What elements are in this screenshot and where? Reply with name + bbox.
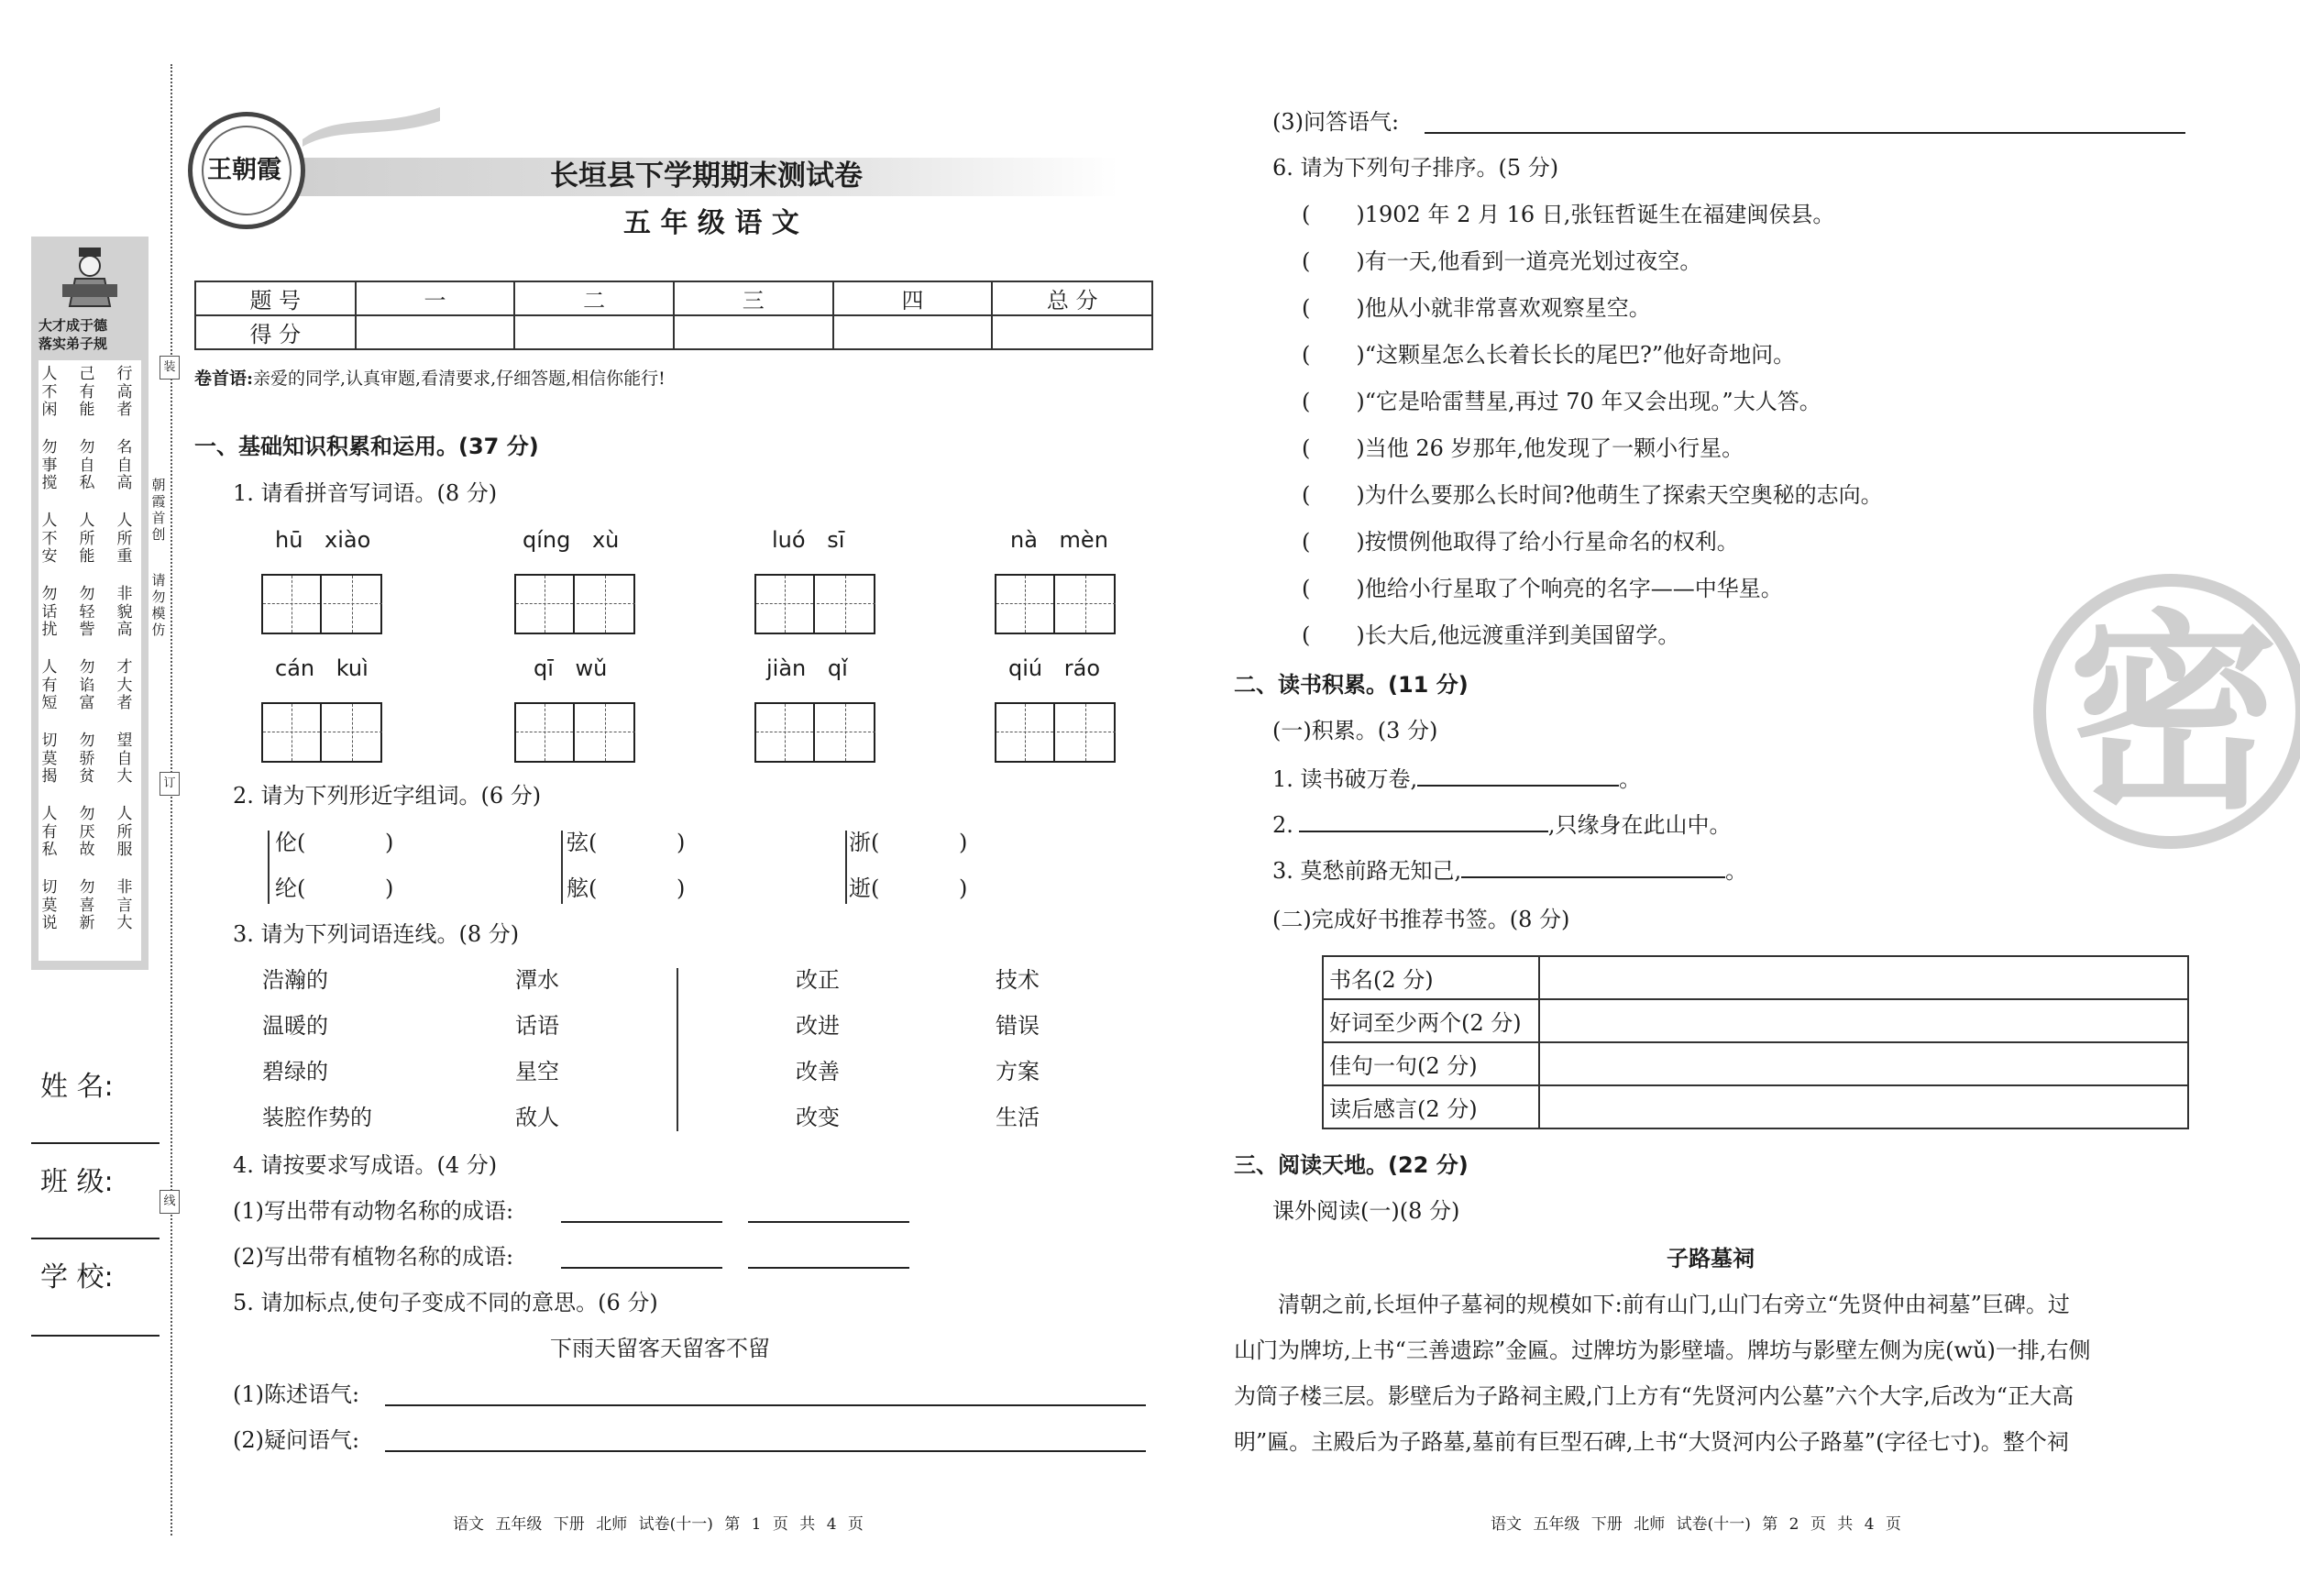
match-word: 装腔作势的 (262, 1105, 372, 1130)
match-word: 改正 (796, 967, 840, 993)
fill-item (1272, 810, 1732, 839)
passage-line: 为筒子楼三层。影壁后为子路祠主殿,门上方有“先贤河内公墓”六个大字,后改为“正大高 (1234, 1383, 2074, 1409)
motto-col: 切莫揭 (41, 732, 58, 786)
writing-grid[interactable] (995, 574, 1116, 634)
writing-grid[interactable] (514, 702, 635, 763)
order-item: ( )当他 26 岁那年,他发现了一颗小行星。 (1302, 435, 1744, 461)
q1-title: 1. 请看拼音写词语。(8 分) (233, 480, 498, 506)
fill-item (1272, 856, 1747, 885)
order-text: )按惯例他取得了给小行星命名的权利。 (1356, 529, 1739, 555)
pinyin: cán kuì (275, 655, 369, 681)
order-item: ( )为什么要那么长时间?他萌生了探索天空奥秘的志向。 (1302, 482, 1883, 508)
motto-panel (31, 237, 149, 970)
match-word: 碧绿的 (262, 1059, 328, 1084)
q4-item: (1)写出带有动物名称的成语: (233, 1198, 514, 1224)
order-item: ( )长大后,他远渡重洋到美国留学。 (1302, 622, 1680, 648)
order-item: ( )1902 年 2 月 16 日,张钰哲诞生在福建闽侯县。 (1302, 202, 1835, 227)
part2-title: (二)完成好书推荐书签。(8 分) (1272, 907, 1570, 932)
fill-after: 。 (1725, 858, 1748, 884)
footer-page2: 语文 五年级 下册 北师 试卷(十一) 第 2 页 共 4 页 (1491, 1515, 1901, 1534)
column-divider (677, 968, 678, 1131)
similar-char: 弦( (567, 830, 598, 855)
class-field[interactable] (31, 1238, 160, 1239)
pinyin: luó sī (772, 527, 845, 553)
writing-grid[interactable] (261, 574, 382, 634)
fill-item (1272, 765, 1641, 793)
score-header: 二 (514, 281, 674, 315)
answer-line[interactable] (561, 1221, 722, 1223)
passage-line: 清朝之前,长垣仲子墓祠的规模如下:前有山门,山门右旁立“先贤仲由祠墓”巨碑。过 (1278, 1292, 2070, 1317)
school-label: 学 校: (40, 1261, 114, 1293)
bookmark-label: 书名(2 分) (1323, 956, 1539, 999)
q5-title: 5. 请加标点,使句子变成不同的意思。(6 分) (233, 1290, 658, 1315)
match-word: 温暖的 (262, 1013, 328, 1039)
brand-logo (188, 112, 305, 229)
writing-grid[interactable] (754, 702, 875, 763)
score-header: 总 分 (992, 281, 1152, 315)
score-header: 一 (356, 281, 515, 315)
similar-char-close: ) (385, 875, 394, 901)
part1-title: (一)积累。(3 分) (1272, 718, 1438, 743)
order-text: )当他 26 岁那年,他发现了一颗小行星。 (1356, 435, 1744, 461)
motto-col: 勿轻訾 (79, 585, 95, 639)
motto-top: 大才成于德 (39, 317, 108, 334)
side-note: 请勿模仿 (151, 572, 166, 638)
secret-seal (2033, 574, 2300, 849)
match-word: 话语 (515, 1013, 559, 1039)
motto-col: 人所服 (116, 805, 133, 859)
q5-item: (2)疑问语气: (233, 1427, 360, 1453)
match-word: 改进 (796, 1013, 840, 1039)
motto-col: 勿事搅 (41, 438, 58, 492)
bookmark-label: 读后感言(2 分) (1323, 1085, 1539, 1128)
motto-col: 行高者 (116, 365, 133, 419)
motto-col: 勿厌故 (79, 805, 95, 859)
motto-col: 望自大 (116, 732, 133, 786)
similar-char: 纶( (275, 875, 306, 901)
fill-blank[interactable] (1299, 810, 1548, 832)
score-cell[interactable] (833, 315, 993, 349)
match-word: 改善 (796, 1059, 840, 1084)
order-item: ( )他给小行星取了个响亮的名字——中华星。 (1302, 576, 1783, 601)
table-row (195, 315, 1152, 349)
fill-before: 3. 莫愁前路无知己, (1272, 858, 1462, 884)
motto-col: 人不闲 (41, 365, 58, 419)
similar-char-close: ) (677, 875, 686, 901)
answer-line[interactable] (385, 1450, 1146, 1452)
ribbon-decoration (303, 103, 440, 149)
match-word: 错误 (996, 1013, 1040, 1039)
exam-subtitle: 五 年 级 语 文 (623, 207, 799, 239)
q4-title: 4. 请按要求写成语。(4 分) (233, 1152, 498, 1178)
match-word: 改变 (796, 1105, 840, 1130)
order-item: ( )有一天,他看到一道亮光划过夜空。 (1302, 248, 1702, 274)
intro (194, 365, 666, 392)
table-row (1323, 999, 2188, 1042)
binding-line (171, 64, 172, 1535)
similar-char-close: ) (959, 830, 968, 855)
match-word: 敌人 (515, 1105, 559, 1130)
motto-col: 名自高 (116, 438, 133, 492)
table-row (1323, 956, 2188, 999)
pinyin: nà mèn (1010, 527, 1108, 553)
writing-grid[interactable] (754, 574, 875, 634)
order-text: )他给小行星取了个响亮的名字——中华星。 (1356, 576, 1783, 601)
table-row (1323, 1042, 2188, 1085)
pinyin: jiàn qǐ (766, 655, 848, 681)
score-header: 三 (674, 281, 833, 315)
score-cell[interactable] (356, 315, 515, 349)
bookmark-table (1322, 955, 2189, 1129)
q5-sentence: 下雨天留客天留客不留 (550, 1336, 770, 1361)
motto-bottom: 落实弟子规 (39, 336, 108, 352)
match-word: 星空 (515, 1059, 559, 1084)
q6-title: 6. 请为下列句子排序。(5 分) (1272, 155, 1559, 181)
motto-col: 己有能 (79, 365, 95, 419)
q2-title: 2. 请为下列形近字组词。(6 分) (233, 783, 542, 809)
writing-grid[interactable] (514, 574, 635, 634)
score-cell[interactable] (514, 315, 674, 349)
section1-title: 一、基础知识积累和运用。(37 分) (194, 434, 539, 459)
motto-col: 人有私 (41, 805, 58, 859)
answer-line[interactable] (561, 1267, 722, 1269)
q5-item: (3)问答语气: (1272, 109, 1400, 135)
table-row (1323, 1085, 2188, 1128)
order-item: ( )“这颗星怎么长着长长的尾巴?”他好奇地问。 (1302, 342, 1796, 368)
order-item: ( )他从小就非常喜欢观察星空。 (1302, 295, 1651, 321)
bookmark-label: 好词至少两个(2 分) (1323, 999, 1539, 1042)
match-word: 潭水 (515, 967, 559, 993)
answer-line[interactable] (748, 1221, 909, 1223)
match-word: 方案 (996, 1059, 1040, 1084)
score-header: 四 (833, 281, 993, 315)
similar-char-close: ) (677, 830, 686, 855)
score-label: 得 分 (195, 315, 356, 349)
similar-char: 浙( (849, 830, 880, 855)
motto-col: 人不安 (41, 512, 58, 566)
fill-blank[interactable] (1417, 765, 1619, 787)
logo-text: 王朝霞 (207, 156, 281, 184)
binding-tag: 装 (160, 356, 180, 380)
similar-char-close: ) (385, 830, 394, 855)
answer-line[interactable] (1425, 132, 2185, 134)
answer-line[interactable] (748, 1267, 909, 1269)
class-label: 班 级: (40, 1166, 114, 1198)
bookmark-cell[interactable] (1539, 999, 2188, 1042)
writing-grid[interactable] (261, 702, 382, 763)
match-word: 浩瀚的 (262, 967, 328, 993)
passage-line: 明”匾。主殿后为子路墓,墓前有巨型石碑,上书“大贤河内公子路墓”(字径七寸)。整个祠 (1234, 1429, 2069, 1455)
fill-before: 1. 读书破万卷, (1272, 766, 1418, 792)
score-header: 题 号 (195, 281, 356, 315)
motto-col: 人所重 (116, 512, 133, 566)
intro-text: 亲爱的同学,认真审题,看清要求,仔细答题,相信你能行! (253, 369, 666, 389)
passage-title: 子路墓祠 (1667, 1246, 1755, 1271)
score-cell[interactable] (992, 315, 1152, 349)
pinyin: qíng xù (523, 527, 620, 553)
q4-item: (2)写出带有植物名称的成语: (233, 1244, 514, 1270)
bracket (268, 831, 275, 904)
similar-char: 逝( (849, 875, 880, 901)
order-text: )为什么要那么长时间?他萌生了探索天空奥秘的志向。 (1356, 482, 1883, 508)
motto-col: 勿骄贫 (79, 732, 95, 786)
similar-char: 伦( (275, 830, 306, 855)
order-item: ( )按惯例他取得了给小行星命名的权利。 (1302, 529, 1739, 555)
order-text: )有一天,他看到一道亮光划过夜空。 (1356, 248, 1702, 274)
fill-blank[interactable] (1461, 856, 1725, 878)
motto-col: 切莫说 (41, 878, 58, 932)
motto-col: 人有短 (41, 658, 58, 712)
similar-char: 舷( (567, 875, 598, 901)
motto-col: 勿话扰 (41, 585, 58, 639)
name-field[interactable] (31, 1142, 160, 1144)
motto-col: 勿喜新 (79, 878, 95, 932)
footer-page1: 语文 五年级 下册 北师 试卷(十一) 第 1 页 共 4 页 (453, 1515, 864, 1534)
binding-tag: 线 (160, 1190, 180, 1214)
bookmark-cell[interactable] (1539, 1042, 2188, 1085)
scholar-illustration (57, 244, 123, 308)
q3-title: 3. 请为下列词语连线。(8 分) (233, 921, 520, 947)
school-field[interactable] (31, 1335, 160, 1337)
score-table (194, 281, 1153, 350)
order-item: ( )“它是哈雷彗星,再过 70 年又会出现。”大人答。 (1302, 389, 1821, 414)
bookmark-cell[interactable] (1539, 956, 2188, 999)
motto-col: 勿谄富 (79, 658, 95, 712)
section3-title: 三、阅读天地。(22 分) (1234, 1152, 1469, 1178)
order-text: )“这颗星怎么长着长长的尾巴?”他好奇地问。 (1356, 342, 1796, 368)
pinyin: qī wǔ (534, 655, 608, 681)
fill-after: ,只缘身在此山中。 (1547, 812, 1732, 838)
seal-text: 密 (2068, 590, 2280, 838)
order-text: )1902 年 2 月 16 日,张钰哲诞生在福建闽侯县。 (1356, 202, 1835, 227)
order-text: )他从小就非常喜欢观察星空。 (1356, 295, 1651, 321)
side-note: 朝霞首创 (151, 477, 166, 543)
bookmark-label: 佳句一句(2 分) (1323, 1042, 1539, 1085)
fill-after: 。 (1619, 766, 1642, 792)
exam-title: 长垣县下学期期末测试卷 (550, 160, 863, 193)
motto-col: 人所能 (79, 512, 95, 566)
table-row (195, 281, 1152, 315)
answer-line[interactable] (385, 1404, 1146, 1406)
q5-item: (1)陈述语气: (233, 1381, 360, 1407)
similar-char-close: ) (959, 875, 968, 901)
passage-line: 山门为牌坊,上书“三善遗踪”金匾。过牌坊为影壁墙。牌坊与影壁左侧为庑(wǔ)一排,右侧 (1234, 1337, 2091, 1363)
match-word: 生活 (996, 1105, 1040, 1130)
reading-sub: 课外阅读(一)(8 分) (1272, 1198, 1460, 1224)
order-text: )“它是哈雷彗星,再过 70 年又会出现。”大人答。 (1356, 389, 1821, 414)
motto-columns (39, 360, 141, 961)
intro-label: 卷首语: (194, 369, 254, 389)
writing-grid[interactable] (995, 702, 1116, 763)
motto-col: 才大者 (116, 658, 133, 712)
motto-col: 非言大 (116, 878, 133, 932)
binding-tag: 订 (160, 772, 180, 796)
bookmark-cell[interactable] (1539, 1085, 2188, 1128)
order-text: )长大后,他远渡重洋到美国留学。 (1356, 622, 1680, 648)
name-label: 姓 名: (40, 1071, 114, 1103)
section2-title: 二、读书积累。(11 分) (1234, 672, 1469, 698)
score-cell[interactable] (674, 315, 833, 349)
match-word: 技术 (996, 967, 1040, 993)
motto-col: 非貌高 (116, 585, 133, 639)
motto-col: 勿自私 (79, 438, 95, 492)
pinyin: hū xiào (275, 527, 371, 553)
pinyin: qiú ráo (1008, 655, 1100, 681)
fill-before: 2. (1272, 812, 1293, 838)
